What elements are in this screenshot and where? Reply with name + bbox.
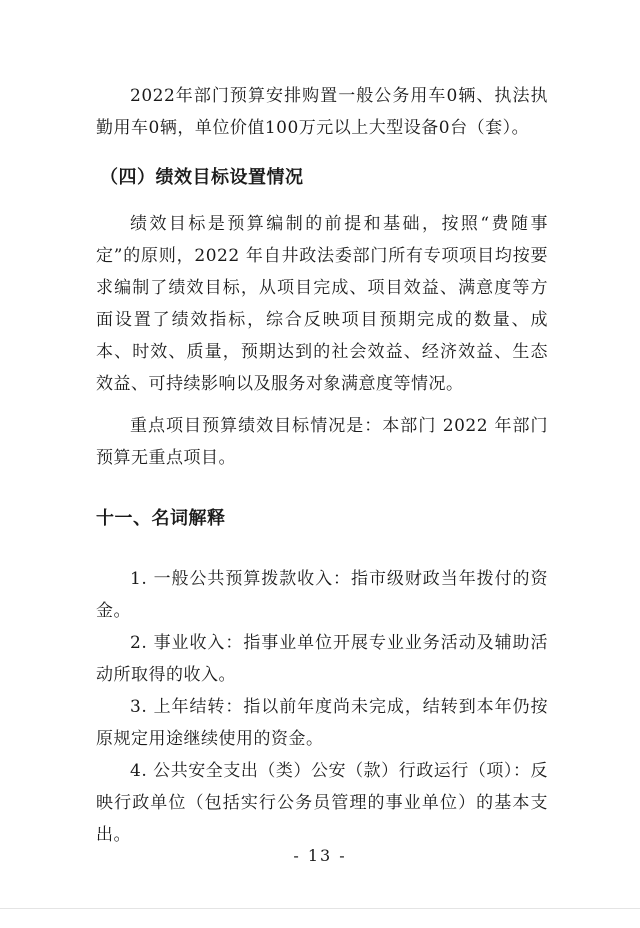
glossary-item-2: 2. 事业收入：指事业单位开展专业业务活动及辅助活动所取得的收入。 xyxy=(96,633,548,685)
paragraph-performance-intro: 绩效目标是预算编制的前提和基础，按照“费随事定”的原则，2022 年自井政法委部门所有专项项目均按要求编制了绩效目标，从项目完成、项目效益、满意度等方面设置了绩效指标，综合反映项目预期完成的数量、成本、时效、质量，预期达到的社会效益、经济效益、生态效益、可持续影响以及服务对象满意度等情况。 xyxy=(96,214,548,394)
glossary-item-3: 3. 上年结转：指以前年度尚未完成，结转到本年仍按原规定用途继续使用的资金。 xyxy=(96,697,548,749)
heading-glossary: 十一、名词解释 xyxy=(96,508,226,529)
page-number: - 13 - xyxy=(293,846,347,865)
page-bottom-divider xyxy=(0,908,640,909)
paragraph-key-projects: 重点项目预算绩效目标情况是：本部门 2022 年部门预算无重点项目。 xyxy=(96,416,548,468)
glossary-item-4: 4. 公共安全支出（类）公安（款）行政运行（项）：反映行政单位（包括实行公务员管理的事业单位）的基本支出。 xyxy=(96,761,548,845)
paragraph-vehicles: 2022年部门预算安排购置一般公务用车0辆、执法执勤用车0辆，单位价值100万元以上大型设备0台（套）。 xyxy=(96,86,548,138)
heading-performance-goals: （四）绩效目标设置情况 xyxy=(100,167,304,188)
glossary-item-1: 1. 一般公共预算拨款收入：指市级财政当年拨付的资金。 xyxy=(96,569,548,621)
